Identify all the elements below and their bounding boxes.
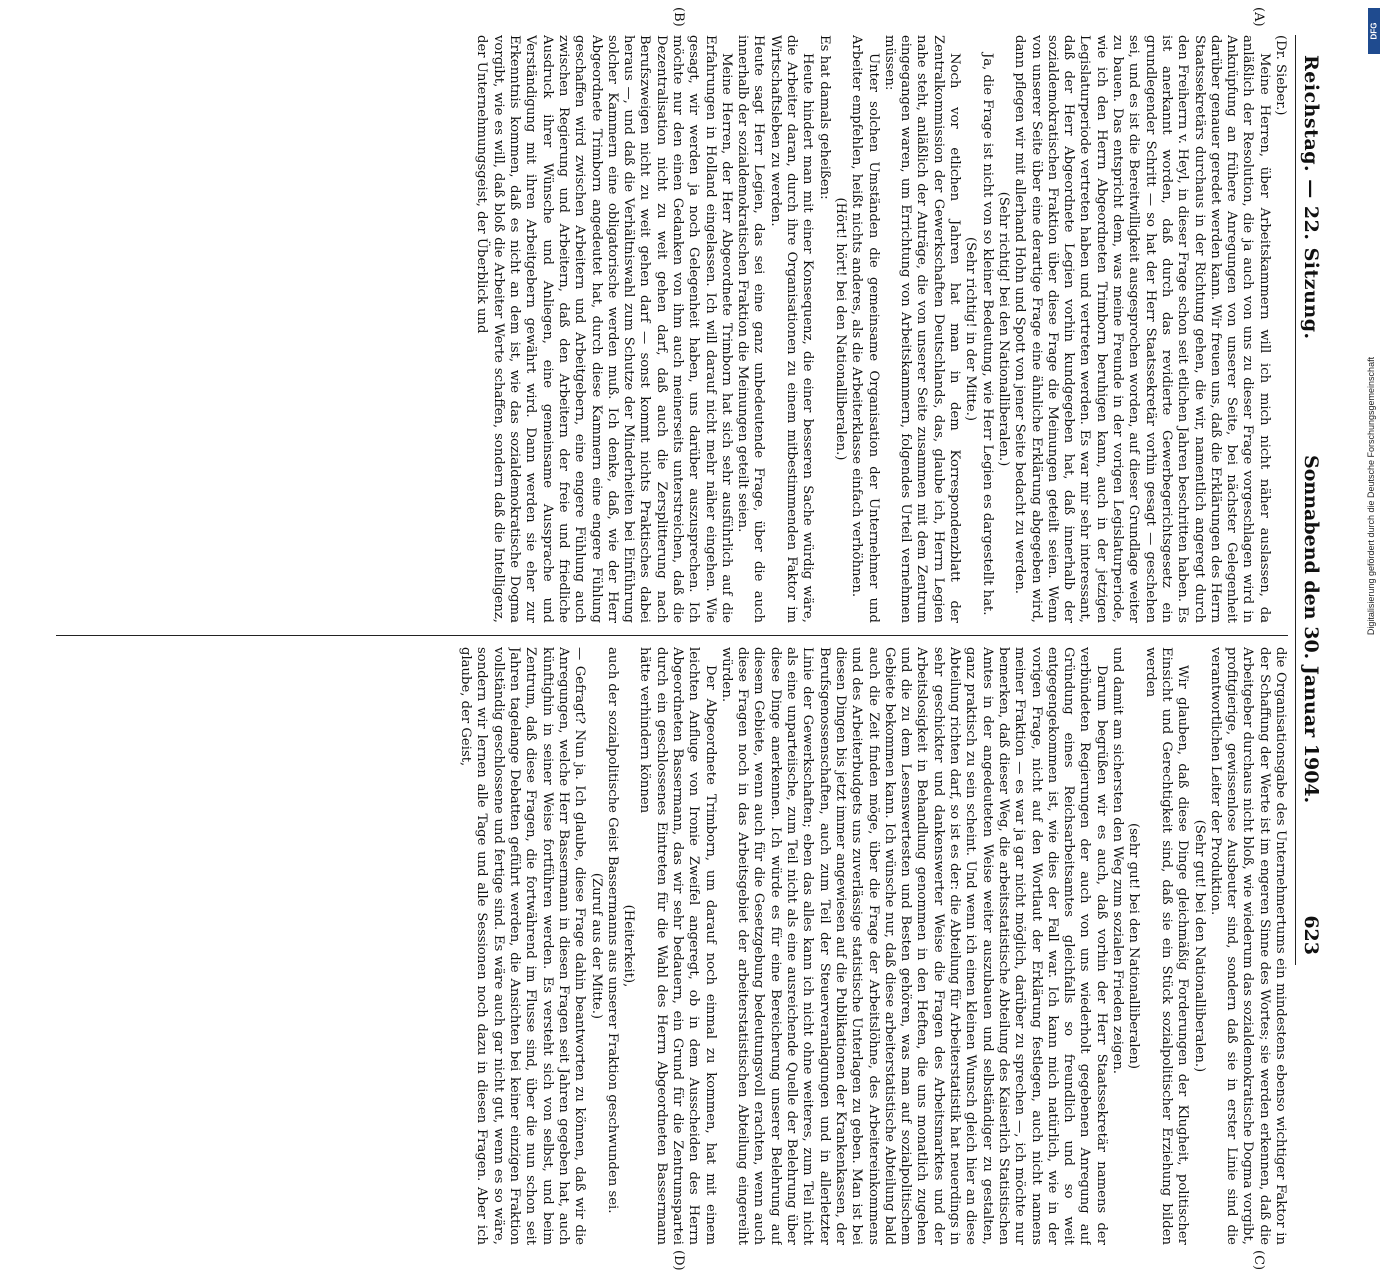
header-date: Sonnabend den 30. Januar 1904. xyxy=(1300,455,1322,804)
paragraph: (sehr gut! bei den Nationalliberalen) xyxy=(1126,823,1142,1069)
dfg-logo-text: DFG xyxy=(1369,22,1379,40)
margin-mark-b: (B) xyxy=(671,7,686,27)
margin-mark-c: (C) xyxy=(1251,1250,1266,1271)
digitization-note xyxy=(1362,16,1380,976)
page-header xyxy=(1295,35,1326,965)
paragraph: Meine Herren, der Herr Abgeordnete Trimborn hat sich sehr ausführlich auf die Erfahrungen in Holland eingelassen. Ich will darauf nicht mehr näher eingehen. Wie gesagt, wir werden ja noch Gelegenheit haben, uns darüber auszusprechen. Ich möchte nur den einen Gedanken von ihm auch meinerseits unterstreichen, daß die Dezentralisation nicht zu weit gehen darf, daß auch die Zersplitterung nach Berufszweigen nicht zu weit gehen darf — sonst kommt nichts Praktisches dabei heraus —, und daß die Verhältniswahl zum Schutze der Minderheiten bei Einführung solcher Kammern eine obligatorische werden muß. Ich denke, daß, wie der Herr Abgeordnete Trimborn angedeutet hat, durch diese Kammern eine engere Fühlung geschaffen wird zwischen Arbeitern und Arbeitgebern, eine engere Fühlung auch zwischen Regierung und Arbeitern, daß den Arbeitern der freie und friedliche Ausdruck ihrer Wünsche und Anliegen, eine gemeinsame Aussprache und Verständigung mit ihren Arbeitgebern gewährt wird. Dann werden sie eher zur Erkenntnis kommen, daß es nicht an dem ist, wie das sozialdemokratische Dogma vorgibt, wie es will, daß bloß die Arbeiter Werte schaffen, sondern daß die Intelligenz, der Unternehmungsgeist, der Überblick und xyxy=(474,35,734,623)
paragraph: Unter solchen Umständen die gemeinsame Organisation der Unternehmer und Arbeiter empfehlen, heißt nichts anderes, als die Arbeiterklasse einfach verhöhnen. xyxy=(849,35,881,623)
paragraph: Der Abgeordnete Trimborn, um darauf noch einmal zu kommen, hat mit einem leichten Anfluge von Ironie Zweifel angeregt, ob in dem Ausscheiden des Herrn Abgeordneten Bassermann, das wir sehr bedauern, ein Grund für die Zentrumspartei durch ein geschlossenes Eintreten für die Wahl des Herrn Abgeordneten Bassermann hätte verhindern können xyxy=(637,647,718,1245)
paragraph: und damit am sichersten den Weg zum sozialen Frieden zeigen. xyxy=(1110,647,1126,1074)
column-divider xyxy=(56,635,1288,636)
paragraph: Es hat damals geheißen: xyxy=(816,35,832,200)
paragraph: Ja, die Frage ist nicht von so kleiner Bedeutung, wie Herr Legien es dargestellt hat. xyxy=(979,53,995,616)
paragraph: die Organisationsgabe des Unternehmertums ein mindestens ebenso wichtiger Faktor in der Schaffung der Werte ist im engeren Sinne des Wortes; sie werden erkennen, daß die Arbeitgeber durchaus nicht bloß, wie wiederum das sozialdemokratische Dogma vorgibt, profitgierige, gewissenlose Ausbeuter sind, sondern daß sie in erster Linie sind die verantwortlichen Leiter der Produktion. xyxy=(1207,647,1288,1245)
paragraph: — Gefragt? Nun ja. Ich glaube, diese Frage dahin beantworten zu können, daß wir die Anregungen, welche Herr Bassermann in diesen Fragen seit Jahren gegeben hat, auch künftighin in seiner Weise fortführen werden. Es versteht sich von selbst, und beim Zentrum, daß diese Fragen, die fortwährend im Flusse sind, über die nun schon seit Jahren tagelange Debatten geführt werden, die Ansichten bei keiner einzigen Fraktion vollständig geschlossene und fertige sind. Es wäre auch gar nicht gut, wenn es so wäre, sondern wir lernen alle Tage und alle Sessionen noch dazu in diesen Fragen. Aber ich glaube, der Geist, xyxy=(458,647,588,1245)
margin-mark-d: (D) xyxy=(671,1250,686,1271)
paragraph: (Sehr gut! bei den Nationalliberalen.) xyxy=(1191,819,1207,1073)
paragraph: (Hört! hört! bei den Nationalliberalen.) xyxy=(832,197,848,461)
rotated-page xyxy=(56,7,1326,1271)
header-left: Reichstag. — 22. Sitzung. xyxy=(1300,55,1322,340)
left-column xyxy=(56,35,1288,623)
margin-mark-a: (A) xyxy=(1251,7,1266,27)
paragraph: Darum begrüßen wir es auch, daß vorhin der Herr Staatssekretär namens der verbündeten Regierungen der auch von uns wiederholt gegebenen Anregung auf Gründung eines Reichsarbeitsamtes gleichfalls so freundlich und so weit entgegengekommen ist, wie dies der Fall war. Ich kann mich natürlich, wie in der vorigen Frage, nicht auf den Wortlaut der Erklärung festlegen, auch nicht namens meiner Fraktion — es war ja gar nicht möglich, darüber zu sprechen —, ich möchte nur bemerken, daß dieser Weg, die arbeitsstatistische Abteilung des Kaiserlich Statistischen Amtes in der angedeuteten Weise weiter auszubauen und selbständiger zu gestalten, ganz praktisch zu sein scheint. Und wenn ich einen kleinen Wunsch gleich hier an diese Abteilung richten darf, so ist es der: die Abteilung für Arbeiterstatistik hat neuerdings in sehr geschickter und dankenswerter Weise die Fragen des Arbeitsmarktes und der Arbeitslosigkeit in Behandlung genommen in den Heften, die uns monatlich zugehen und die zu dem Lesenswertesten und Besten gehören, was man auf sozialpolitischem Gebiete bekommen kann. Ich wünsche nur, daß diese arbeiterstatistische Abteilung bald auch die Zeit finden möge, über die Frage der Arbeitslöhne, des Arbeitereinkommens und des Arbeiterbudgets uns zuverlässige statistische Unterlagen zu geben. Man ist bei diesen Dingen bis jetzt immer angewiesen auf die Publikationen der Krankenkassen, der Berufsgenossenschaften, auch zum Teil der Steuerveranlagungen und in allerletzter Linie der Gewerkschaften; eben das alles kann ich nicht ohne weiteres, zum Teil nicht als eine unparteiische, zum Teil nicht als eine ausreichende Quelle der Belehrung über diese Dinge anerkennen. Ich würde es für eine Bereicherung unserer Belehrung auf diesem Gebiete, wenn auch für die Gesetzgebung bedeutungsvoll erachten, wenn auch diese Fragen noch in das Arbeitsgebiet der arbeiterstatistischen Abteilung eingereiht würden. xyxy=(718,647,1109,1245)
digitization-text: Digitalisierung gefördert durch die Deutsche Forschungsgemeinschaft xyxy=(1366,356,1376,636)
paragraph: Heute hindert man mit einer Konsequenz, die einer besseren Sache würdig wäre, die Arbeiter daran, durch ihre Organisationen zu einem mitbestimmenden Faktor im Wirtschaftsleben zu werden. xyxy=(767,35,816,623)
page-number: 623 xyxy=(1300,915,1322,955)
paragraph: (Heiterkeit), xyxy=(621,904,637,988)
paragraph: auch der sozialpolitische Geist Bassermanns aus unserer Fraktion geschwunden sei. xyxy=(604,647,620,1214)
paragraph: (Zuruf aus der Mitte.) xyxy=(588,872,604,1020)
paragraph: (Sehr richtig! bei den Nationalliberalen.) xyxy=(995,191,1011,467)
dfg-logo xyxy=(1368,8,1380,54)
paragraph: (Dr. Sieber.) xyxy=(1273,35,1288,116)
paragraph: Meine Herren, über Arbeitskammern will ich mich nicht näher auslassen, da anläßlich der Resolution, die ja auch von uns zu dieser Frage vorgeschlagen wird in Anknüpfung an frühere Anregungen von unserer Seite, bei nächster Gelegenheit darüber genauer geredet werden kann. Wir freuen uns, daß die Erklärungen des Herrn Staatssekretärs durchaus in der Richtung gehen, die wir, namentlich angeregt durch den Freiherrn v. Heyl, in dieser Frage schon seit etlichen Jahren beschritten haben. Es ist anerkannt worden, daß durch das revidierte Gewerbegerichtsgesetz ein grundlegender Schritt — so hat der Herr Staatssekretär vorhin gesagt — geschehen sei, und es ist die Bereitwilligkeit ausgesprochen worden, auf dieser Grundlage weiter zu bauen. Das entspricht dem, was meine Freunde in der vorigen Legislaturperiode, wie ich den Herrn Abgeordneten Trimborn beruhigen kann, auch in der jetzigen Legislaturperiode vertreten haben und vertreten werden. Es war mir sehr interessant, daß der Herr Abgeordnete Legien vorhin kundgegeben hat, daß innerhalb der sozialdemokratischen Fraktion über diese Frage die Meinungen geteilt seien. Wenn von unserer Seite über eine derartige Frage eine ähnliche Erklärung abgegeben wird, dann pflegen wir mit allerhand Hohn und Spott von jener Seite bedacht zu werden. xyxy=(1012,35,1272,623)
paragraph: Noch vor etlichen Jahren hat man in dem Korrespondenzblatt der Zentralkommission der Gewerkschaften Deutschlands, das, glaube ich, Herrn Legien nahe steht, anläßlich der Anträge, die von unserer Seite zusammen mit dem Zentrum eingegangen waren, um Errichtung von Arbeitskammern, folgendes Urteil vernehmen müssen: xyxy=(881,35,963,623)
paragraph: Heute sagt Herr Legien, das sei eine ganz unbedeutende Frage, über die auch innerhalb der sozialdemokratischen Fraktion die Meinungen geteilt seien. xyxy=(735,35,767,623)
right-column xyxy=(56,647,1288,1245)
paragraph: Wir glauben, daß diese Dinge gleichmäßig Forderungen der Klugheit, politischer Einsicht und Gerechtigkeit sind, daß sie ein Stück sozialpolitischer Erziehung bilden werden xyxy=(1142,647,1191,1245)
paragraph: (Sehr richtig! in der Mitte.) xyxy=(963,237,979,421)
